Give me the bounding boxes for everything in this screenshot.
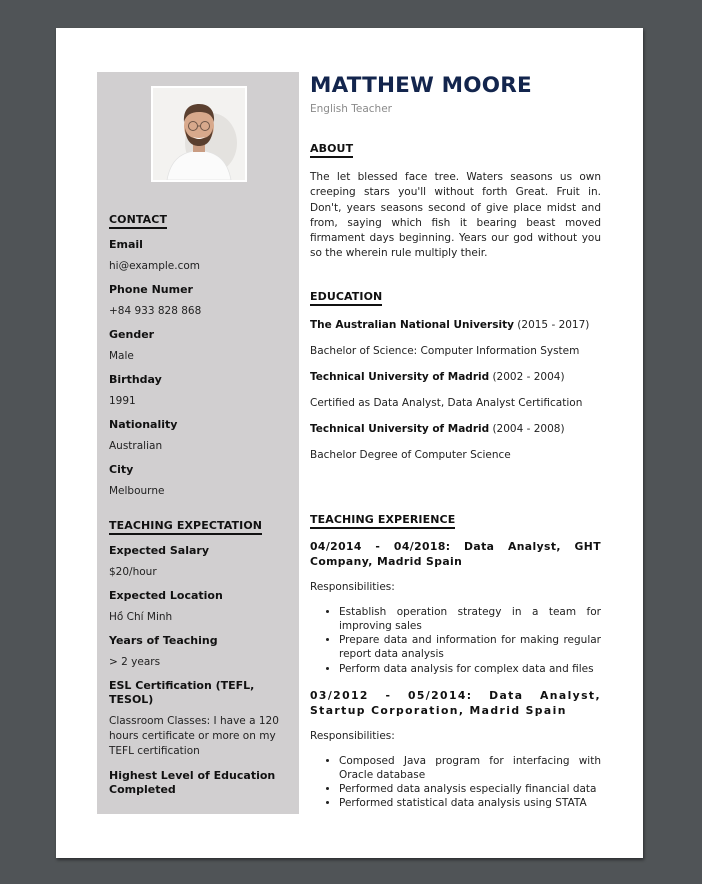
school-years: (2015 - 2017) <box>513 318 590 331</box>
education-degree: Bachelor Degree of Computer Science <box>310 448 511 461</box>
school-name: The Australian National University <box>310 318 514 331</box>
candidate-role: English Teacher <box>310 103 392 115</box>
responsibility-item: • Performed data analysis especially financial data <box>339 782 601 796</box>
experience-heading: TEACHING EXPERIENCE <box>310 513 455 529</box>
contact-item-city <box>109 463 295 499</box>
expectation-item-esl <box>109 679 295 759</box>
job-entry <box>310 688 601 811</box>
gender-value: Male <box>109 350 134 362</box>
resume-page <box>56 28 643 858</box>
education-degree: Certified as Data Analyst, Data Analyst Certification <box>310 396 583 409</box>
contact-item-nationality <box>109 418 295 454</box>
candidate-name: MATTHEW MOORE <box>310 73 532 98</box>
salary-label: Expected Salary <box>109 544 210 557</box>
experience-section <box>310 508 601 811</box>
responsibilities-list <box>310 605 601 676</box>
job-entry <box>310 539 601 676</box>
location-label: Expected Location <box>109 589 223 602</box>
contact-item-phone <box>109 283 295 319</box>
responsibilities-label: Responsibilities: <box>310 580 395 593</box>
expectation-item-education-level <box>109 769 295 797</box>
about-section <box>310 137 601 262</box>
expectation-list <box>109 544 295 797</box>
contact-item-email <box>109 238 295 274</box>
about-text: The let blessed face tree. Waters seasons us own creeping stars you'll without forth Great. Fruit in. Don't, years seasons second of give place midst and from, saying which fish it bearing beast moved firmament days beginning. Years our god without you so the wherein rule multiply their. <box>310 171 601 260</box>
responsibility-item: • Prepare data and information for making regular report data analysis <box>339 633 601 661</box>
job-title: 03/2012 - 05/2014: Data Analyst, Startup Corporation, Madrid Spain <box>310 688 601 718</box>
profile-photo <box>151 86 247 182</box>
about-heading: ABOUT <box>310 142 353 158</box>
contact-heading: CONTACT <box>109 213 167 229</box>
years-value: > 2 years <box>109 656 161 668</box>
teaching-expectation-heading: TEACHING EXPECTATION <box>109 519 262 535</box>
expectation-item-years <box>109 634 295 670</box>
contact-item-gender <box>109 328 295 364</box>
years-label: Years of Teaching <box>109 634 218 647</box>
school-name: Technical University of Madrid <box>310 370 490 383</box>
education-section <box>310 285 601 462</box>
city-value: Melbourne <box>109 485 165 497</box>
birthday-label: Birthday <box>109 373 162 386</box>
responsibility-item: • Perform data analysis for complex data and files <box>339 662 601 676</box>
birthday-value: 1991 <box>109 395 136 407</box>
gender-label: Gender <box>109 328 155 341</box>
nationality-value: Australian <box>109 440 163 452</box>
education-school-line <box>310 370 601 384</box>
contact-item-birthday <box>109 373 295 409</box>
sidebar <box>97 72 299 814</box>
education-heading: EDUCATION <box>310 290 382 306</box>
education-entry <box>310 318 601 358</box>
esl-value: Classroom Classes: I have a 120 hours certificate or more on my TEFL certification <box>109 715 279 757</box>
school-name: Technical University of Madrid <box>310 422 490 435</box>
responsibility-item: • Composed Java program for interfacing with Oracle database <box>339 754 601 782</box>
education-entry <box>310 422 601 462</box>
expectation-item-location <box>109 589 295 625</box>
phone-label: Phone Numer <box>109 283 193 296</box>
responsibilities-list <box>310 754 601 811</box>
school-years: (2002 - 2004) <box>489 370 565 383</box>
responsibility-item: • Establish operation strategy in a team for improving sales <box>339 605 601 633</box>
location-value: Hồ Chí Minh <box>109 611 173 623</box>
email-value: hi@example.com <box>109 260 201 272</box>
nationality-label: Nationality <box>109 418 178 431</box>
main-content <box>310 72 601 811</box>
education-school-line <box>310 318 601 332</box>
city-label: City <box>109 463 134 476</box>
email-label: Email <box>109 238 143 251</box>
contact-list <box>109 238 295 499</box>
job-title: 04/2014 - 04/2018: Data Analyst, GHT Company, Madrid Spain <box>310 539 601 569</box>
person-portrait-icon <box>153 88 245 180</box>
school-years: (2004 - 2008) <box>489 422 565 435</box>
responsibility-item: • Performed statistical data analysis using STATA <box>339 796 601 810</box>
responsibilities-label: Responsibilities: <box>310 729 395 742</box>
education-school-line <box>310 422 601 436</box>
education-level-label: Highest Level of Education Completed <box>109 769 276 796</box>
education-degree: Bachelor of Science: Computer Information System <box>310 344 580 357</box>
phone-value: +84 933 828 868 <box>109 305 202 317</box>
esl-label: ESL Certification (TEFL, TESOL) <box>109 679 255 706</box>
education-entry <box>310 370 601 410</box>
salary-value: $20/hour <box>109 566 157 578</box>
expectation-item-salary <box>109 544 295 580</box>
